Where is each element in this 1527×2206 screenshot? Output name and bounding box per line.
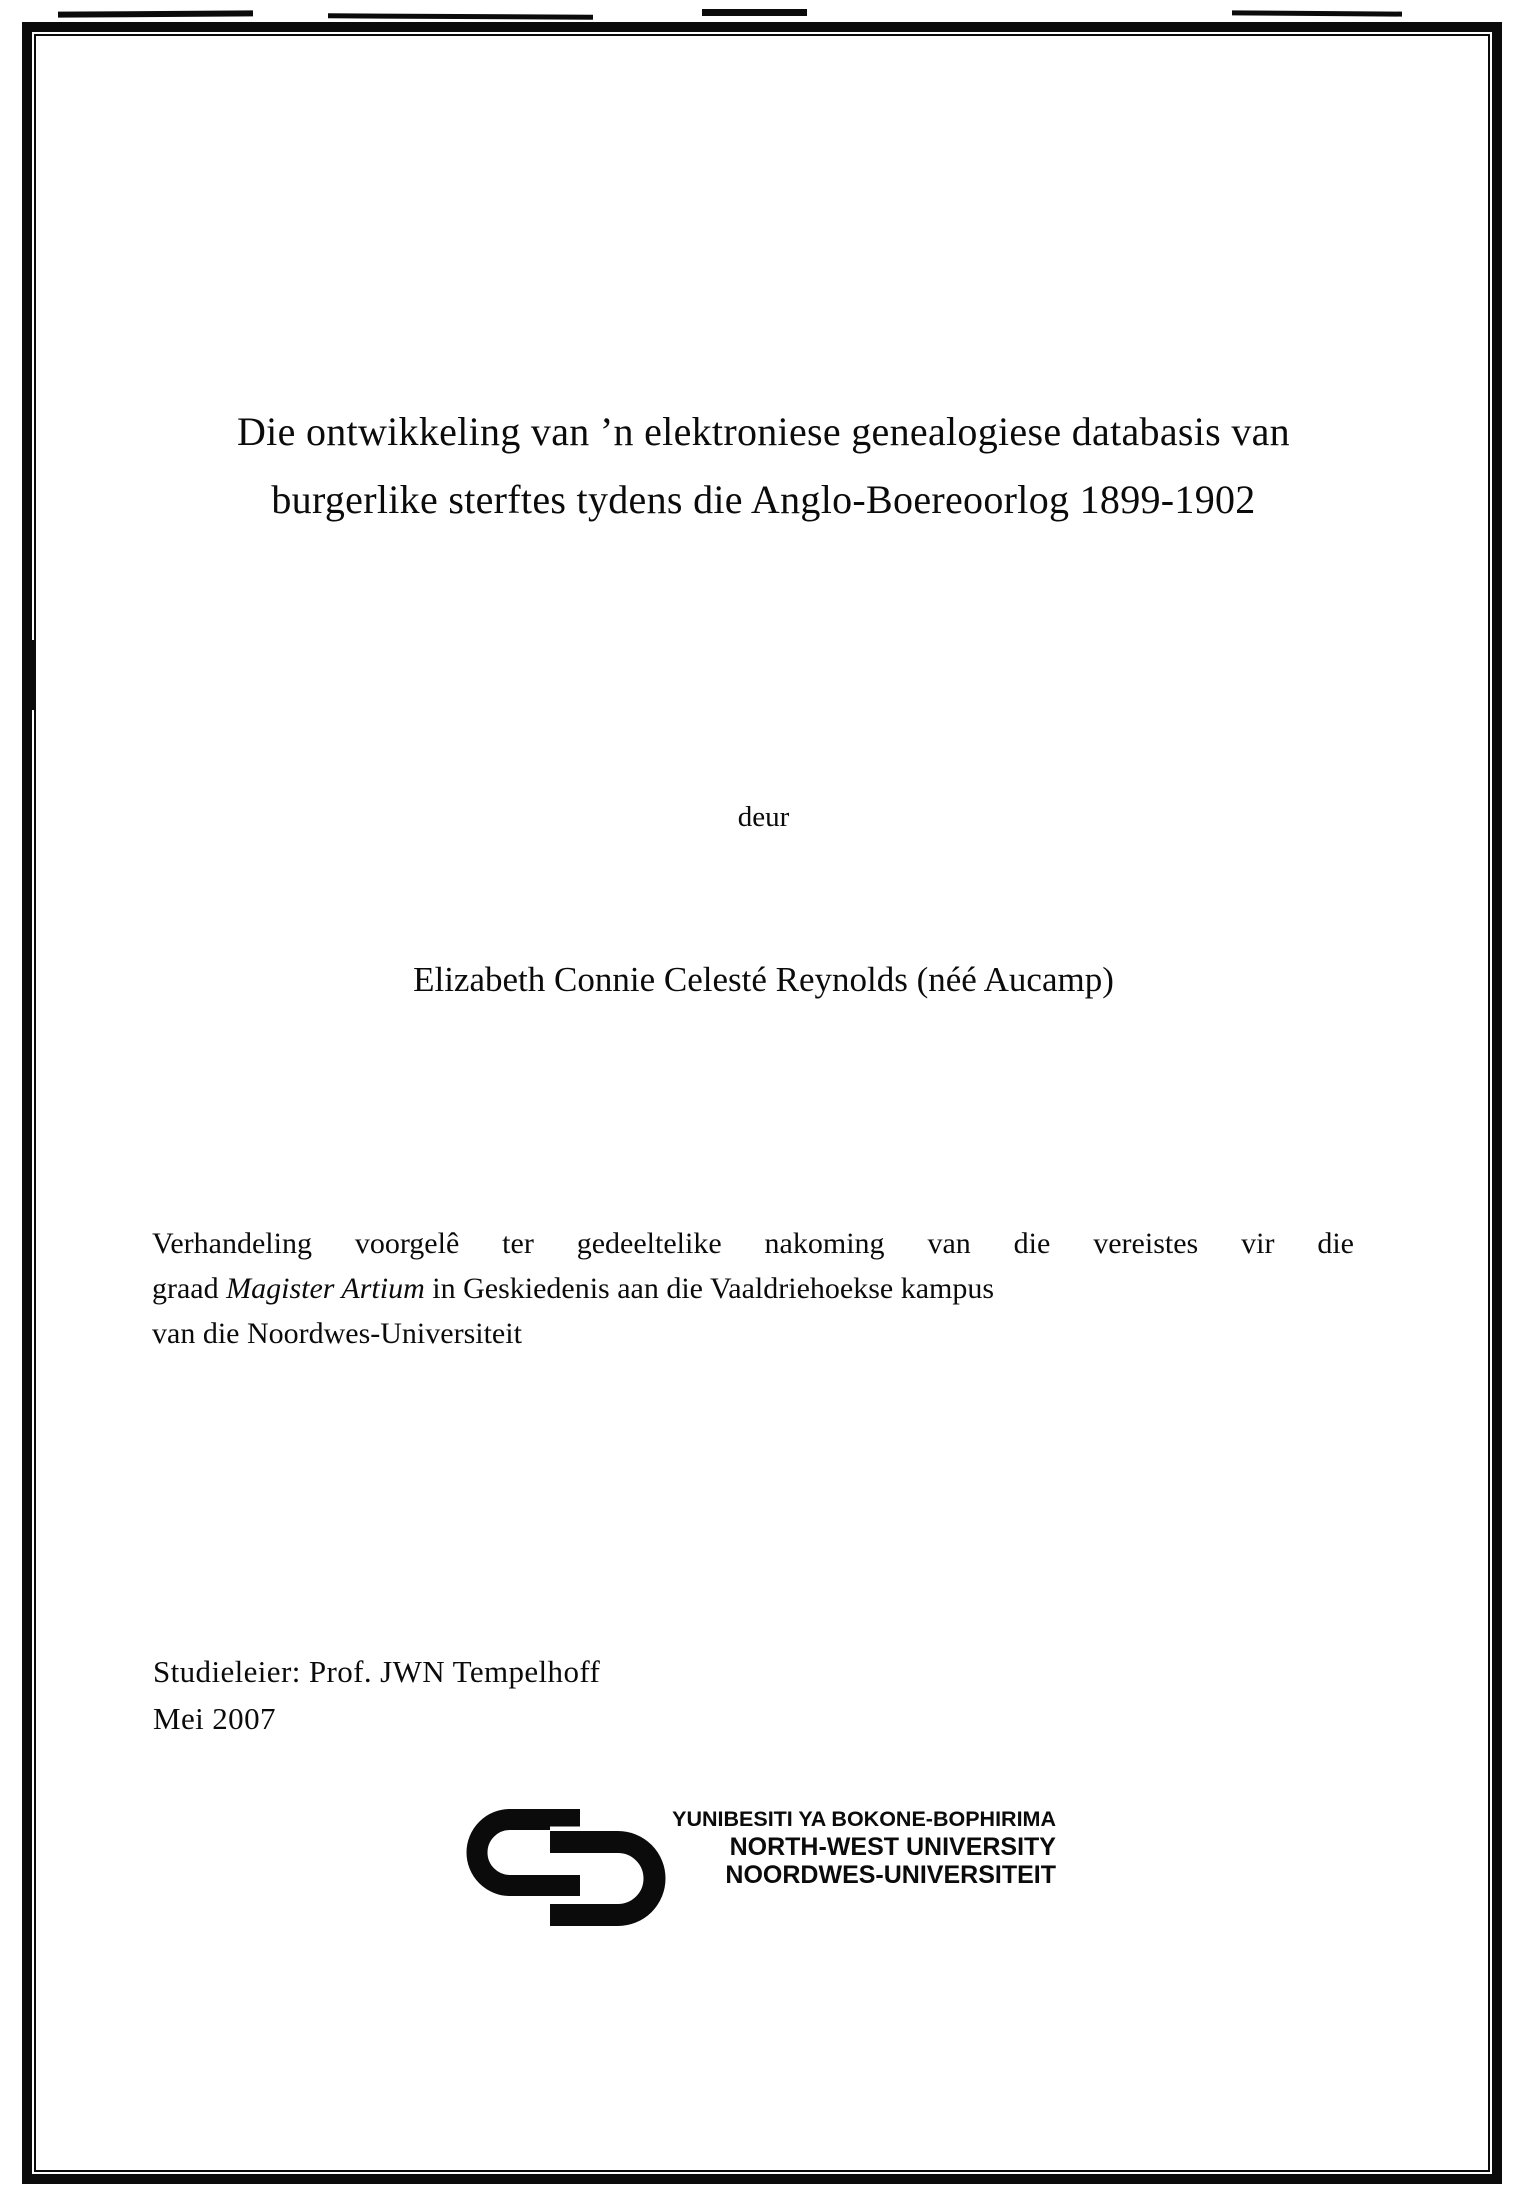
supervisor-line: Studieleier: Prof. JWN Tempelhoff [153, 1654, 601, 1689]
submission-statement [152, 1221, 1354, 1356]
supervisor-block [153, 1648, 600, 1742]
byline-label: deur [737, 801, 790, 833]
scan-artifact [702, 9, 807, 16]
submission-line1: Verhandeling voorgelê ter gedeeltelike nakoming van die vereistes vir die [152, 1227, 1354, 1260]
scan-artifact [58, 10, 253, 17]
scan-artifact [328, 13, 593, 19]
scan-artifact [1232, 10, 1402, 16]
submission-line2-prefix: graad [152, 1272, 227, 1305]
logo-line-english: NORTH-WEST UNIVERSITY [729, 1833, 1056, 1861]
date-line: Mei 2007 [153, 1701, 276, 1736]
logo-line-afrikaans: NOORDWES-UNIVERSITEIT [725, 1861, 1056, 1889]
thesis-title [0, 398, 1527, 534]
author-name: Elizabeth Connie Celesté Reynolds (néé Aucamp) [413, 960, 1114, 999]
university-logo-text [588, 1805, 1056, 1889]
submission-line2-suffix: in Geskiedenis aan die Vaaldriehoekse kampus [424, 1272, 995, 1305]
submission-line3: van die Noordwes-Universiteit [152, 1317, 522, 1350]
logo-line-setswana: YUNIBESITI YA BOKONE-BOPHIRIMA [672, 1807, 1056, 1831]
degree-name: Magister Artium [226, 1272, 425, 1305]
submission-line2 [152, 1266, 1354, 1311]
thesis-title-line1: Die ontwikkeling van ’n elektroniese genealogiese databasis van [236, 409, 1290, 454]
university-logo [455, 1799, 1065, 1934]
thesis-title-line2: burgerlike sterftes tydens die Anglo-Boereoorlog 1899-1902 [271, 477, 1256, 522]
